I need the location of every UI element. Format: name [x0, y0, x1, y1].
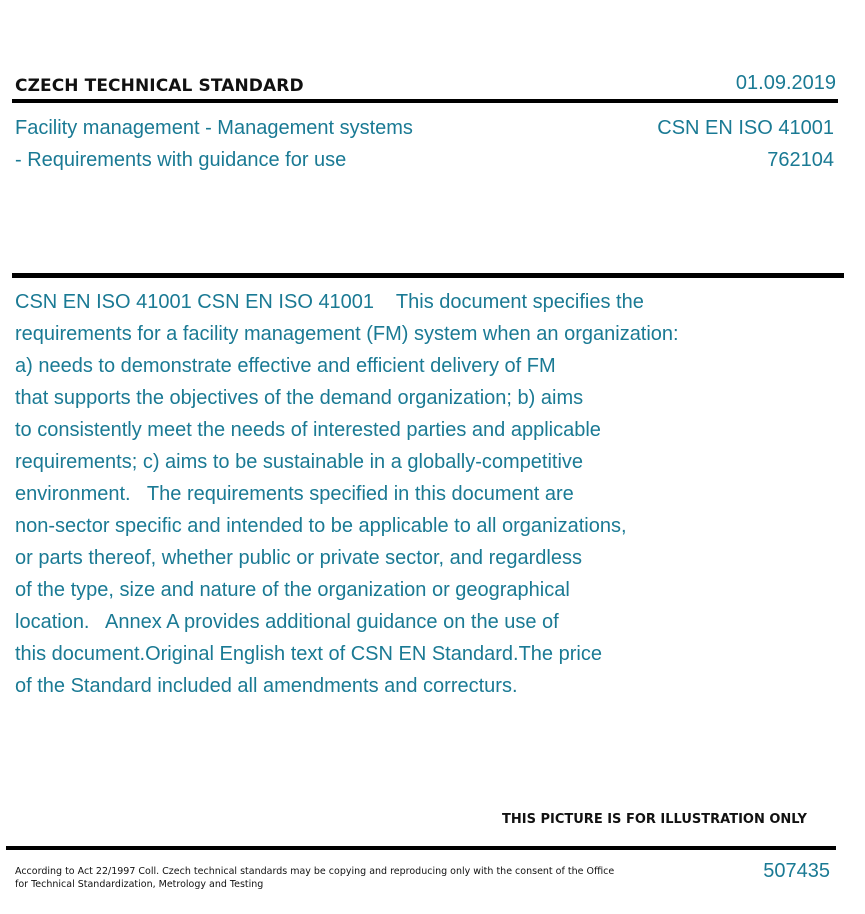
annotation-line: non-sector specific and intended to be applicable to all organizations, [15, 515, 627, 537]
issue-date: 01.09.2019 [735, 72, 836, 94]
standard-number: CSN EN ISO 41001 [657, 117, 834, 139]
legal-notice-line-2: for Technical Standardization, Metrology and Testing [15, 879, 264, 890]
standard-title-line-2: - Requirements with guidance for use [15, 149, 347, 171]
standard-title-line-1: Facility management - Management systems [15, 117, 413, 139]
header-rule [12, 99, 838, 103]
footer-rule [6, 846, 836, 850]
legal-notice-line-1: According to Act 22/1997 Coll. Czech technical standards may be copying and reproducing only with the consent of the Office [15, 866, 615, 877]
annotation-line: that supports the objectives of the demand organization; b) aims [15, 387, 584, 409]
annotation-line: requirements; c) aims to be sustainable in a globally-competitive [15, 451, 584, 473]
annotation-line: or parts thereof, whether public or private sector, and regardless [15, 547, 582, 569]
annotation-line: environment. The requirements specified in this document are [15, 483, 574, 505]
annotation-line: location. Annex A provides additional guidance on the use of [15, 611, 559, 633]
classification-code: 762104 [767, 149, 834, 171]
illustration-disclaimer: THIS PICTURE IS FOR ILLUSTRATION ONLY [502, 812, 807, 827]
legal-notice [15, 865, 614, 891]
annotation-line: requirements for a facility management (FM) system when an organization: [15, 323, 679, 345]
annotation-line: a) needs to demonstrate effective and efficient delivery of FM [15, 355, 556, 377]
annotation-line: this document.Original English text of CSN EN Standard.The price [15, 643, 602, 665]
annotation-line: to consistently meet the needs of interested parties and applicable [15, 419, 601, 441]
annotation-line: of the Standard included all amendments and correcturs. [15, 675, 518, 697]
standard-annotation [15, 286, 755, 702]
catalog-number: 507435 [763, 860, 830, 882]
document-type-heading: CZECH TECHNICAL STANDARD [15, 76, 304, 96]
section-rule [12, 273, 844, 278]
annotation-line: of the type, size and nature of the organization or geographical [15, 579, 570, 601]
annotation-line: CSN EN ISO 41001 CSN EN ISO 41001 This document specifies the [15, 291, 644, 313]
